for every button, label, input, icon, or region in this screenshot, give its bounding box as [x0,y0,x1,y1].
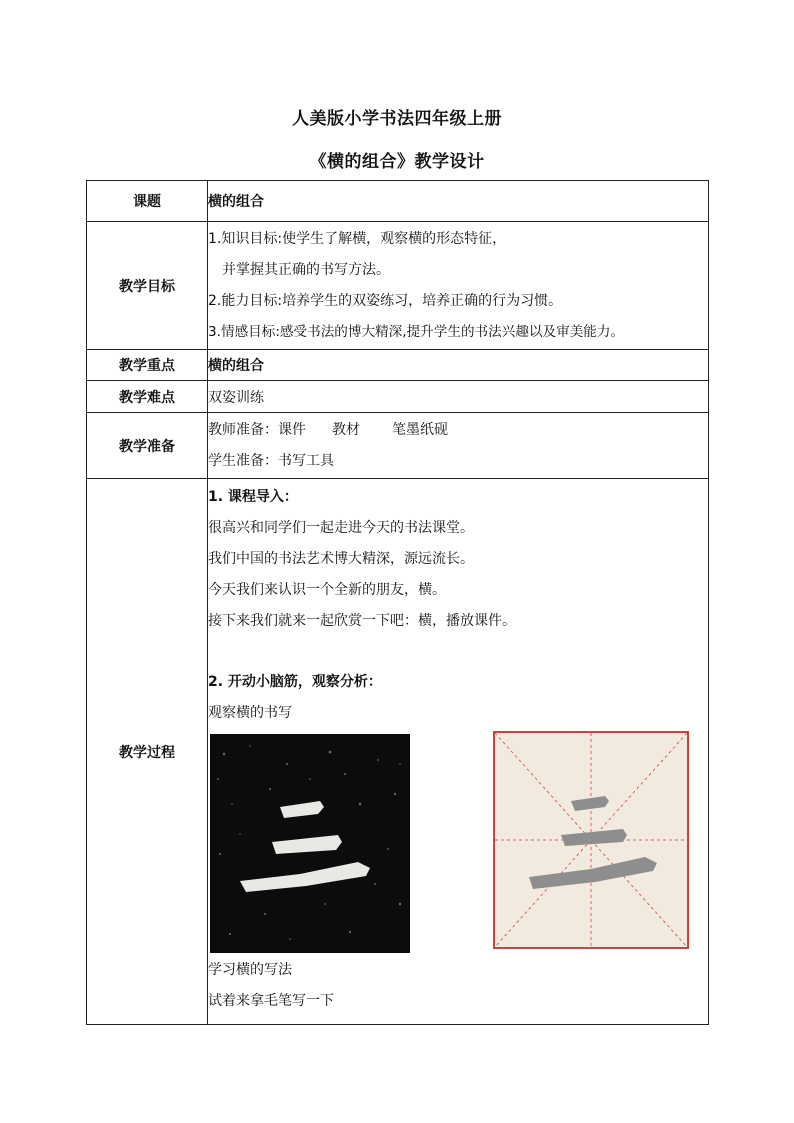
value-process [208,479,709,1025]
teacher-prep-label: 教师准备：课件 [208,421,306,438]
value-key-point: 横的组合 [208,350,709,381]
teacher-prep-item: 教材 [332,421,360,438]
row-goals [87,222,709,350]
row-topic [87,181,709,222]
student-prep: 学生准备：书写工具 [208,452,334,469]
goal-line: 3.情感目标:感受书法的博大精深,提升学生的书法兴趣以及审美能力。 [208,323,625,340]
figures [208,731,708,955]
row-preparation [87,413,709,479]
after-line: 试着来拿毛笔写一下 [208,993,334,1009]
rubbing-image [210,734,410,953]
section1-line: 今天我们来认识一个全新的朋友，横。 [208,582,446,598]
label-preparation: 教学准备 [87,413,208,479]
observe-line: 观察横的书写 [208,705,292,721]
label-goals: 教学目标 [87,222,208,350]
label-key-point: 教学重点 [87,350,208,381]
value-difficulty: 双姿训练 [208,381,709,413]
label-process: 教学过程 [87,479,208,1025]
document-title: 人美版小学书法四年级上册 [292,109,502,129]
teacher-prep [208,415,708,446]
lesson-plan-table [86,180,709,1025]
label-difficulty: 教学难点 [87,381,208,413]
section1-line: 接下来我们就来一起欣赏一下吧：横，播放课件。 [208,613,516,629]
value-goals [208,222,709,350]
section2-title: 2. 开动小脑筋，观察分析： [208,674,382,690]
goal-line: 并掌握其正确的书写方法。 [222,261,390,278]
label-topic: 课题 [87,181,208,222]
section1-line: 我们中国的书法艺术博大精深，源远流长。 [208,551,474,567]
section1-title: 1. 课程导入： [208,489,298,505]
document-subtitle: 《横的组合》教学设计 [309,152,485,172]
row-difficulty [87,381,709,413]
row-process [87,479,709,1025]
value-preparation [208,413,709,479]
goal-line: 1.知识目标:使学生了解横，观察横的形态特征， [208,230,507,247]
teacher-prep-item: 笔墨纸砚 [392,421,448,438]
value-topic: 横的组合 [208,181,709,222]
rice-grid-image [493,731,689,949]
section1-line: 很高兴和同学们一起走进今天的书法课堂。 [208,520,474,536]
row-key-point [87,350,709,381]
after-line: 学习横的写法 [208,962,292,978]
rubbing-svg [210,734,410,953]
rice-grid-svg [495,733,687,947]
goal-line: 2.能力目标:培养学生的双姿练习，培养正确的行为习惯。 [208,292,563,309]
